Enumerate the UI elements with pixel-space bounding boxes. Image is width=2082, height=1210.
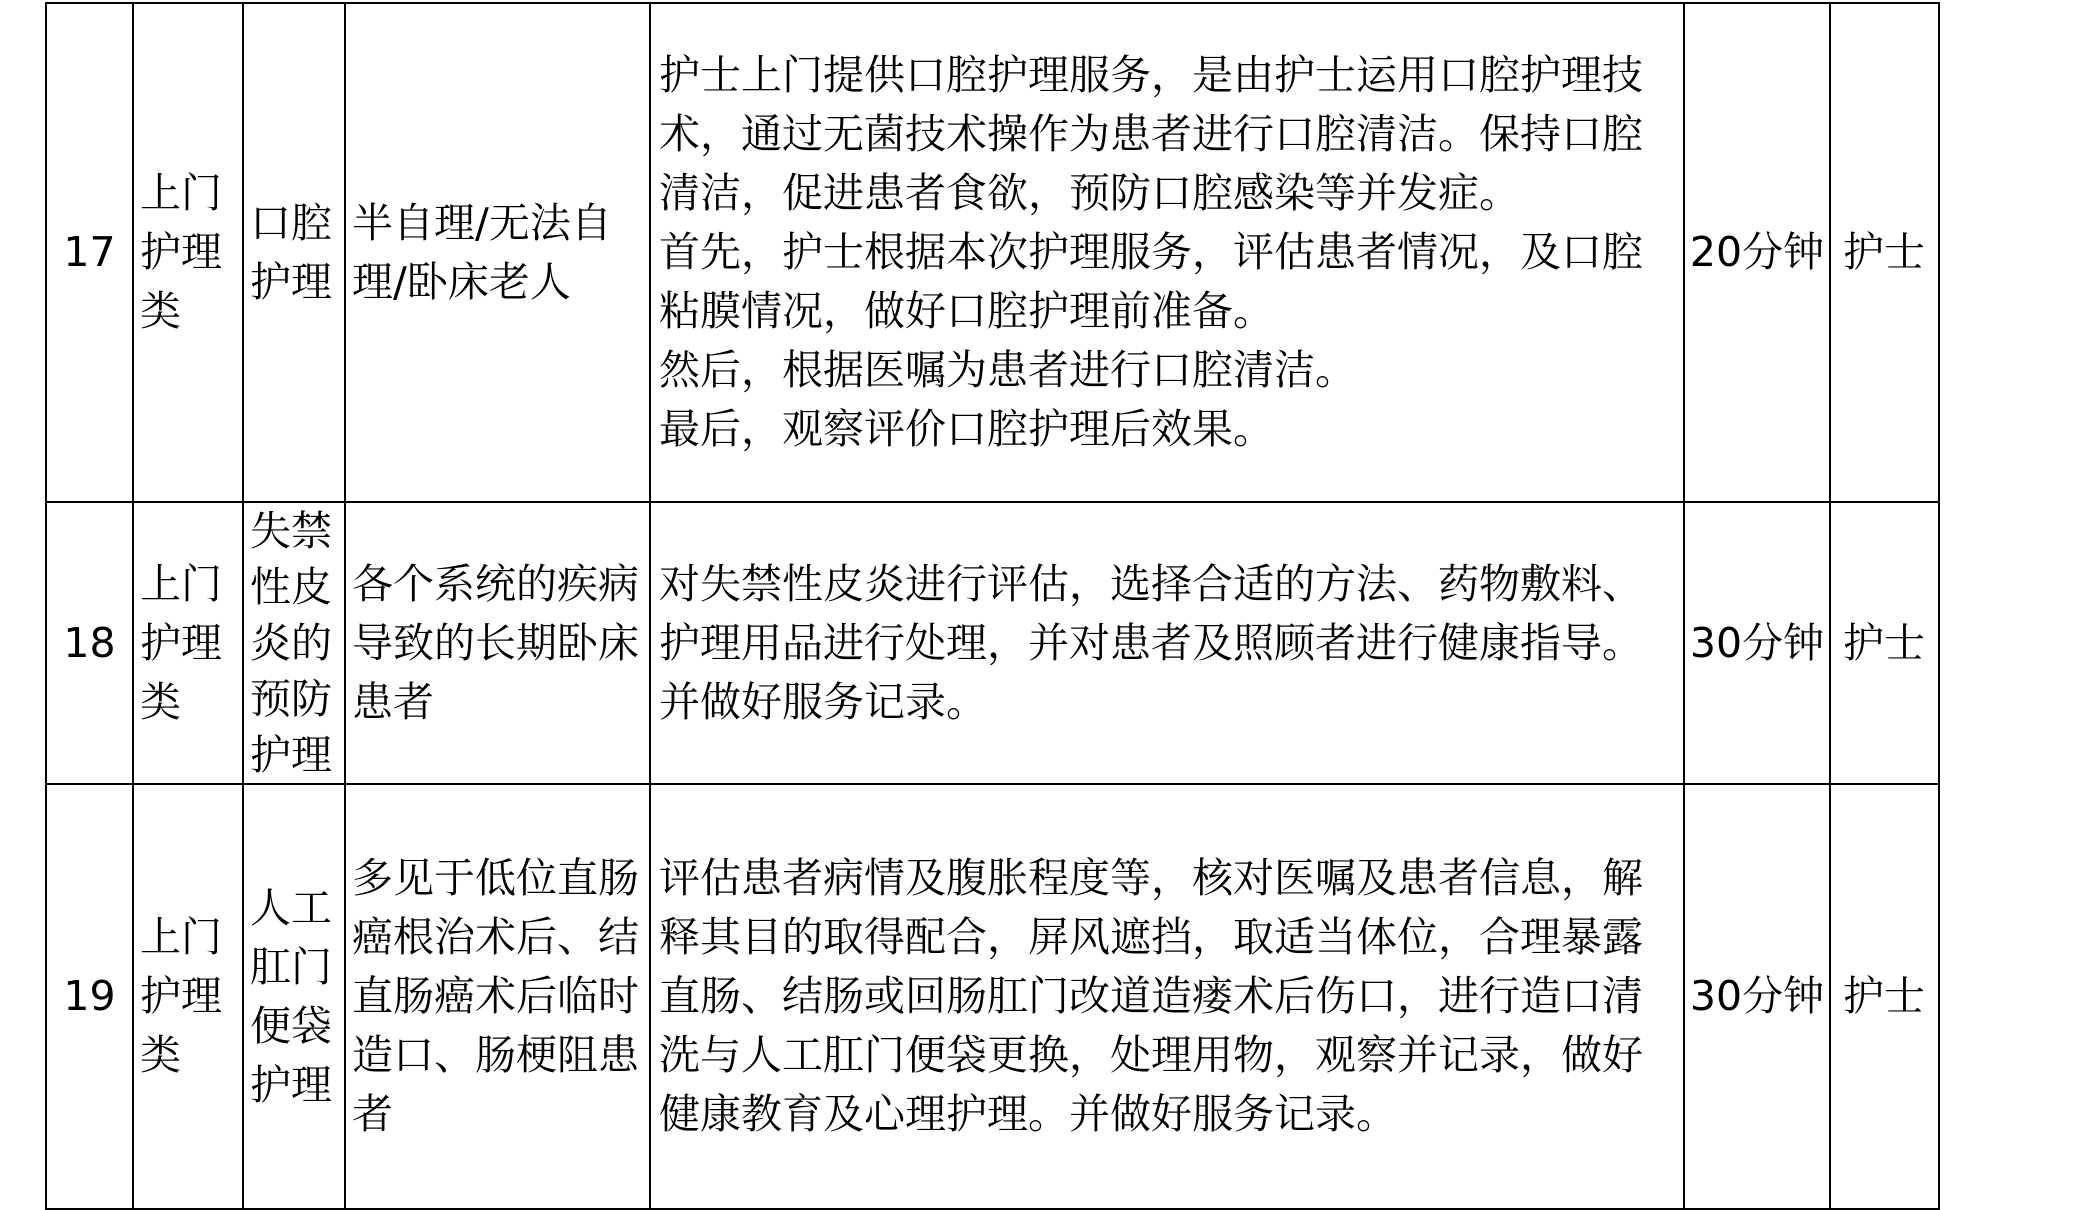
description-line: 然后，根据医嘱为患者进行口腔清洁。 [659,346,1356,394]
service-staff: 护士 [1830,3,1939,502]
description-line: 首先，护士根据本次护理服务，评估患者情况，及口腔粘膜情况，做好口腔护理前准备。 [659,228,1643,335]
row-number: 17 [46,3,133,502]
service-description [650,502,1684,784]
service-target: 半自理/无法自理/卧床老人 [345,3,650,502]
service-category: 上门护理类 [133,784,243,1209]
service-item: 口腔护理 [243,3,345,502]
service-duration: 30分钟 [1684,502,1830,784]
row-number: 19 [46,784,133,1209]
description-line: 最后，观察评价口腔护理后效果。 [659,405,1274,453]
service-description [650,784,1684,1209]
table-row [46,502,1939,784]
description-line: 评估患者病情及腹胀程度等，核对医嘱及患者信息，解释其目的取得配合，屏风遮挡，取适当体位，合理暴露直肠、结肠或回肠肛门改道造瘘术后伤口，进行造口清洗与人工肛门便袋更换，处理用物，观察并记录，做好健康教育及心理护理。并做好服务记录。 [659,854,1643,1138]
table-row [46,3,1939,502]
service-category: 上门护理类 [133,3,243,502]
service-category: 上门护理类 [133,502,243,784]
service-description [650,3,1684,502]
service-table [45,2,1940,1210]
service-target: 多见于低位直肠癌根治术后、结直肠癌术后临时造口、肠梗阻患者 [345,784,650,1209]
table-row [46,784,1939,1209]
service-target: 各个系统的疾病导致的长期卧床患者 [345,502,650,784]
description-line: 护士上门提供口腔护理服务，是由护士运用口腔护理技术，通过无菌技术操作为患者进行口腔清洁。保持口腔清洁，促进患者食欲，预防口腔感染等并发症。 [659,51,1643,217]
service-duration: 20分钟 [1684,3,1830,502]
service-staff: 护士 [1830,502,1939,784]
service-item: 失禁性皮炎的预防护理 [243,502,345,784]
description-line: 对失禁性皮炎进行评估，选择合适的方法、药物敷料、护理用品进行处理，并对患者及照顾者进行健康指导。并做好服务记录。 [659,559,1643,726]
service-item: 人工肛门便袋护理 [243,784,345,1209]
row-number: 18 [46,502,133,784]
service-staff: 护士 [1830,784,1939,1209]
service-duration: 30分钟 [1684,784,1830,1209]
